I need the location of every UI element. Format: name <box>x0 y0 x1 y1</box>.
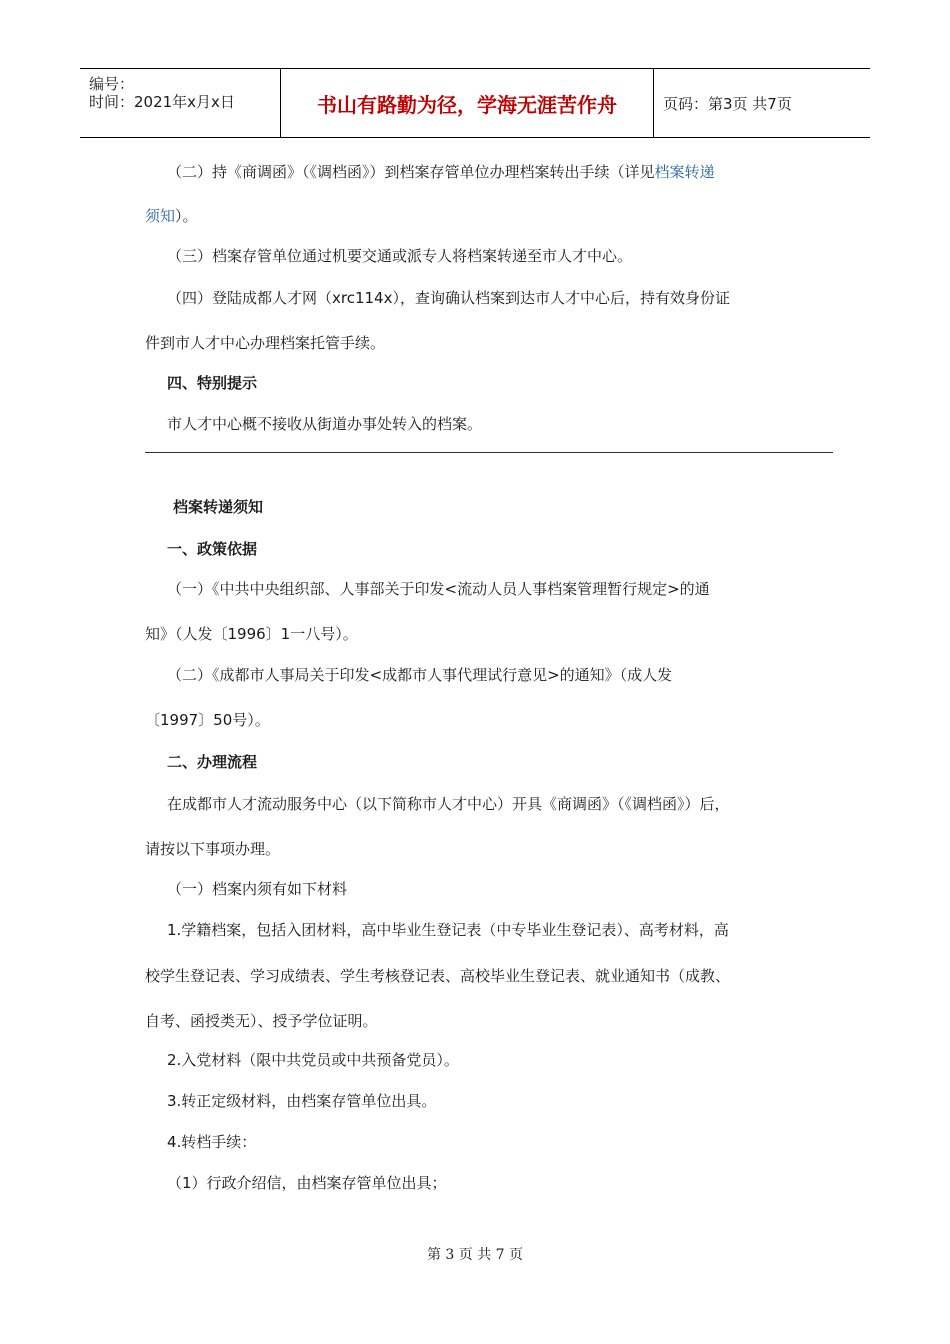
heading-process: 二、办理流程 <box>167 753 258 771</box>
section-title: 档案转递须知 <box>173 498 264 516</box>
paragraph-policy-2: （二）《成都市人事局关于印发<成都市人事代理试行意见>的通知》（成人发 <box>167 666 673 684</box>
list-item-1-cont2: 自考、函授类无）、授予学位证明。 <box>145 1012 378 1030</box>
paragraph-notice: 市人才中心概不接收从街道办事处转入的档案。 <box>167 415 483 433</box>
document-header <box>80 68 870 138</box>
motto-text: 书山有路勤为径，学海无涯苦作舟 <box>317 93 617 117</box>
number-label: 编号： <box>89 75 135 93</box>
item2-text-end: ）。 <box>175 207 198 225</box>
header-page-cell <box>654 69 870 137</box>
list-item-2: 2.入党材料（限中共党员或中共预备党员）。 <box>167 1051 459 1069</box>
paragraph-item-4: （四）登陆成都人才网（xrc114x），查询确认档案到达市人才中心后，持有效身份证 <box>167 289 730 307</box>
time-label: 时间：2021年x月x日 <box>89 93 235 111</box>
archive-transfer-link[interactable]: 档案转递 <box>654 163 715 181</box>
list-item-3: 3.转正定级材料，由档案存管单位出具。 <box>167 1092 437 1110</box>
paragraph-policy-1-cont: 知》（人发〔1996〕1一八号）。 <box>145 625 358 643</box>
paragraph-item-4-cont: 件到市人才中心办理档案托管手续。 <box>145 334 386 352</box>
heading-policy-basis: 一、政策依据 <box>167 540 258 558</box>
archive-transfer-link-cont[interactable]: 须知 <box>145 207 176 225</box>
paragraph-item-2-cont <box>145 206 198 226</box>
list-item-4-1: （1）行政介绍信，由档案存管单位出具； <box>167 1174 447 1192</box>
header-motto-cell <box>281 69 654 137</box>
header-meta-cell <box>80 69 281 137</box>
paragraph-policy-1: （一）《中共中央组织部、人事部关于印发<流动人员人事档案管理暂行规定>的通 <box>167 580 710 598</box>
list-item-1-cont: 校学生登记表、学习成绩表、学生考核登记表、高校毕业生登记表、就业通知书（成教、 <box>145 967 731 985</box>
list-item-1: 1.学籍档案，包括入团材料，高中毕业生登记表（中专毕业生登记表）、高考材料，高 <box>167 921 729 939</box>
paragraph-process: 在成都市人才流动服务中心（以下简称市人才中心）开具《商调函》（《调档函》）后， <box>167 795 730 813</box>
paragraph-item-3: （三）档案存管单位通过机要交通或派专人将档案转递至市人才中心。 <box>167 247 633 265</box>
page-footer: 第 3 页 共 7 页 <box>426 1247 524 1263</box>
paragraph-process-cont: 请按以下事项办理。 <box>145 840 281 858</box>
list-item-4: 4.转档手续： <box>167 1133 257 1151</box>
section-divider <box>145 452 833 453</box>
paragraph-policy-2-cont: 〔1997〕50号）。 <box>145 711 270 729</box>
paragraph-item-2 <box>167 162 715 182</box>
heading-special-notice: 四、特别提示 <box>167 374 258 392</box>
paragraph-materials-heading: （一）档案内须有如下材料 <box>167 880 348 898</box>
item2-text: （二）持《商调函》（《调档函》）到档案存管单位办理档案转出手续（详见 <box>167 163 655 181</box>
page-label: 页码：第3页 共7页 <box>663 95 792 113</box>
